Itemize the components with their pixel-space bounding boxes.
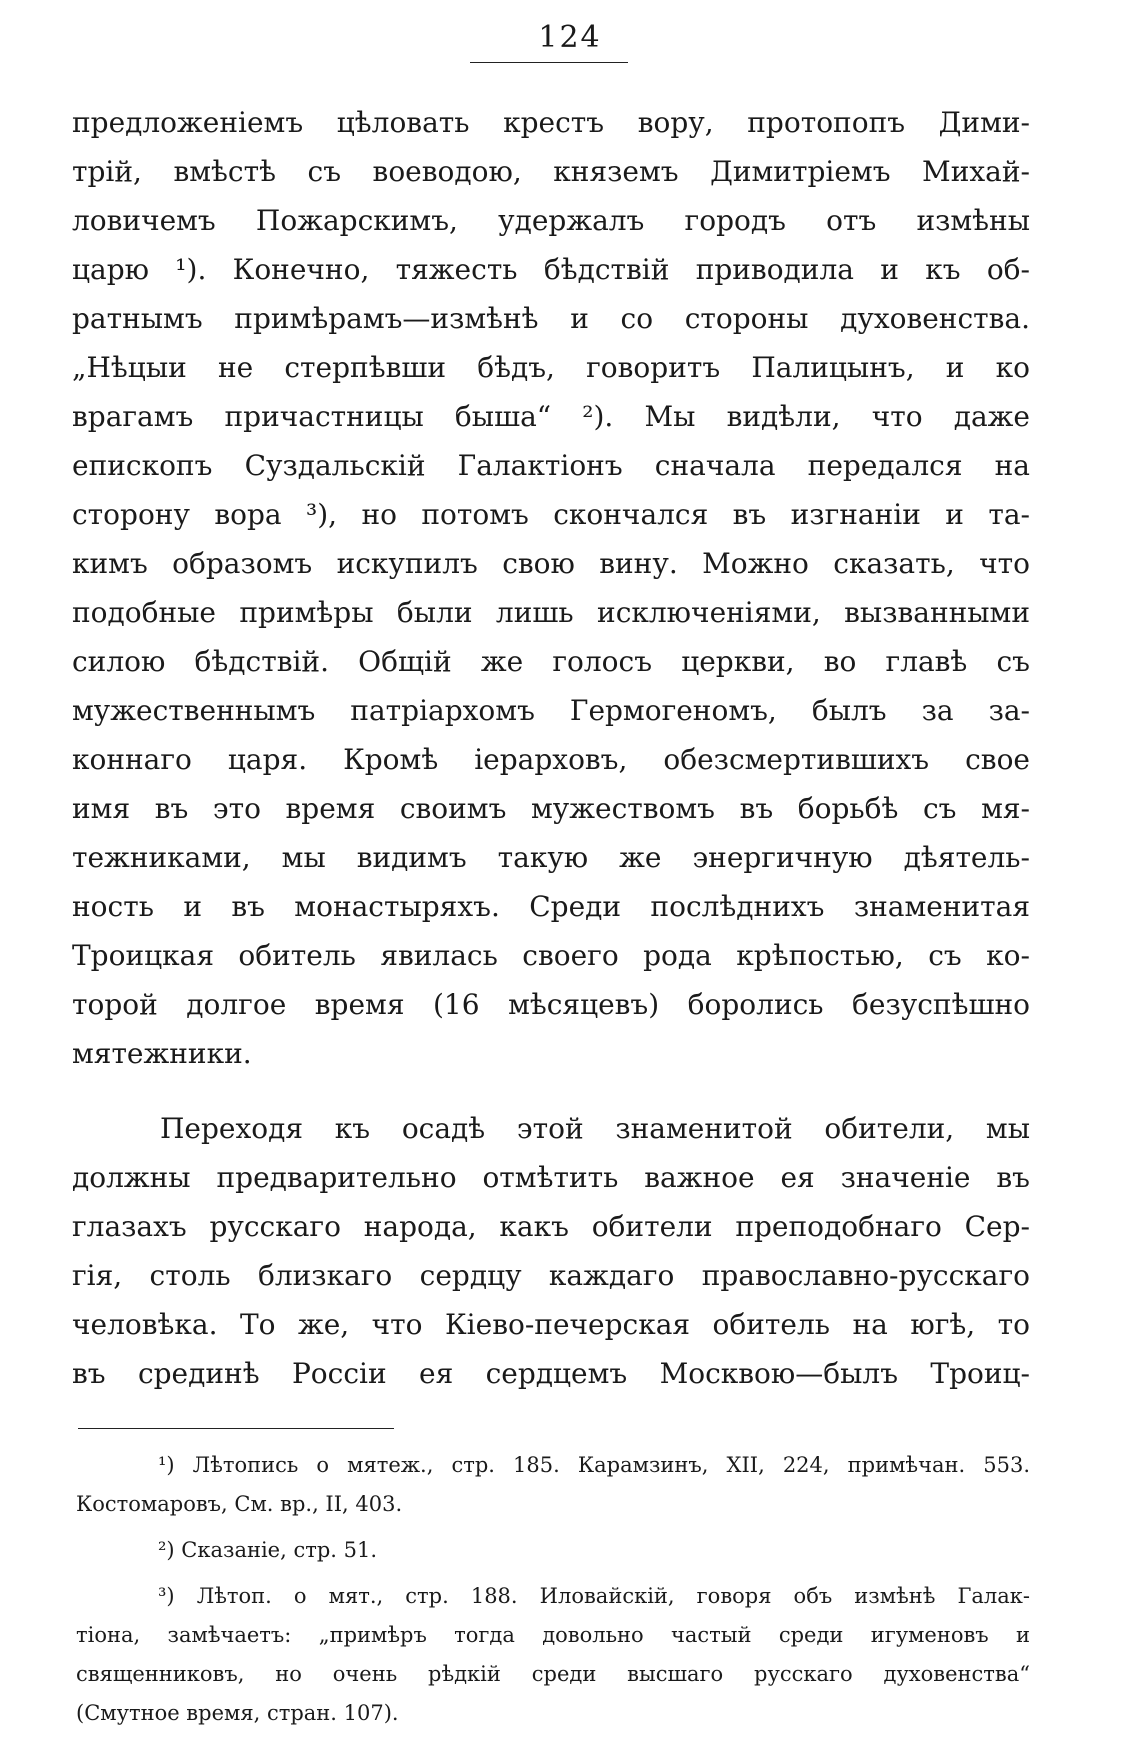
footnote-line: ¹) Лѣтопись о мятеж., стр. 185. Карамзинъ, XII, 224, примѣчан. 553. (158, 1453, 1030, 1477)
paragraph-2 (72, 1104, 1030, 1398)
text-line: сторону вора ³), но потомъ скончался въ изгнаніи и та- (72, 498, 1030, 531)
footnote-line: тіона, замѣчаетъ: „примѣръ тогда довольно частый среди игуменовъ и (76, 1623, 1030, 1647)
text-line: ловичемъ Пожарскимъ, удержалъ городъ отъ измѣны (72, 204, 1030, 237)
text-line: мятежники. (72, 1037, 252, 1070)
text-line: силою бѣдствій. Общій же голосъ церкви, во главѣ съ (72, 645, 1030, 678)
footnote-1 (76, 1446, 1030, 1524)
text-line: подобные примѣры были лишь исключеніями, вызванными (72, 596, 1030, 629)
text-line: ность и въ монастыряхъ. Среди послѣднихъ знаменитая (72, 890, 1030, 923)
footnote-3 (76, 1577, 1030, 1733)
page-number: 124 (538, 20, 602, 55)
main-text (72, 98, 1030, 1398)
text-line: имя въ это время своимъ мужествомъ въ борьбѣ съ мя- (72, 792, 1030, 825)
text-line: врагамъ причастницы быша“ ²). Мы видѣли, что даже (72, 400, 1030, 433)
text-line: Троицкая обитель явилась своего рода крѣпостью, съ ко- (72, 939, 1030, 972)
text-line: трій, вмѣстѣ съ воеводою, княземъ Димитріемъ Михай- (72, 155, 1030, 188)
text-line: ратнымъ примѣрамъ—измѣнѣ и со стороны духовенства. (72, 302, 1030, 335)
footnote-line: священниковъ, но очень рѣдкій среди высшаго русскаго духовенства“ (76, 1662, 1030, 1686)
footnote-line: Костомаровъ, См. вр., II, 403. (76, 1492, 403, 1516)
text-line: кимъ образомъ искупилъ свою вину. Можно сказать, что (72, 547, 1030, 580)
text-line: гія, столь близкаго сердцу каждаго православно-русскаго (72, 1259, 1030, 1292)
footnote-2 (76, 1531, 1030, 1570)
text-line: торой долгое время (16 мѣсяцевъ) боролись безуспѣшно (72, 988, 1030, 1021)
text-line: человѣка. То же, что Кіево-печерская обитель на югѣ, то (72, 1308, 1030, 1341)
text-line: мужественнымъ патріархомъ Гермогеномъ, былъ за за- (72, 694, 1030, 727)
text-line: предложеніемъ цѣловать крестъ вору, протопопъ Дими- (72, 106, 1030, 139)
paragraph-gap (72, 1078, 1030, 1104)
text-line: коннаго царя. Кромѣ іерарховъ, обезсмертившихъ свое (72, 743, 1030, 776)
text-line: глазахъ русскаго народа, какъ обители преподобнаго Сер- (72, 1210, 1030, 1243)
text-line: епископъ Суздальскій Галактіонъ сначала передался на (72, 449, 1030, 482)
text-line: Переходя къ осадѣ этой знаменитой обители, мы (160, 1112, 1030, 1145)
page-number-rule (470, 62, 628, 63)
text-line: въ срединѣ Россіи ея сердцемъ Москвою—былъ Троиц- (72, 1357, 1030, 1390)
text-line: „Нѣцыи не стерпѣвши бѣдъ, говоритъ Палицынъ, и ко (72, 351, 1030, 384)
text-line: царю ¹). Конечно, тяжесть бѣдствій приводила и къ об- (72, 253, 1030, 286)
text-line: должны предварительно отмѣтить важное ея значеніе въ (72, 1161, 1030, 1194)
footnotes (76, 1446, 1030, 1733)
footnote-separator (78, 1428, 394, 1429)
text-line: тежниками, мы видимъ такую же энергичную дѣятель- (72, 841, 1030, 874)
footnote-line: (Смутное время, стран. 107). (76, 1701, 399, 1725)
footnote-line: ²) Сказаніе, стр. 51. (158, 1538, 378, 1562)
paragraph-1 (72, 98, 1030, 1078)
footnote-line: ³) Лѣтоп. о мят., стр. 188. Иловайскій, говоря объ измѣнѣ Галак- (158, 1584, 1030, 1608)
